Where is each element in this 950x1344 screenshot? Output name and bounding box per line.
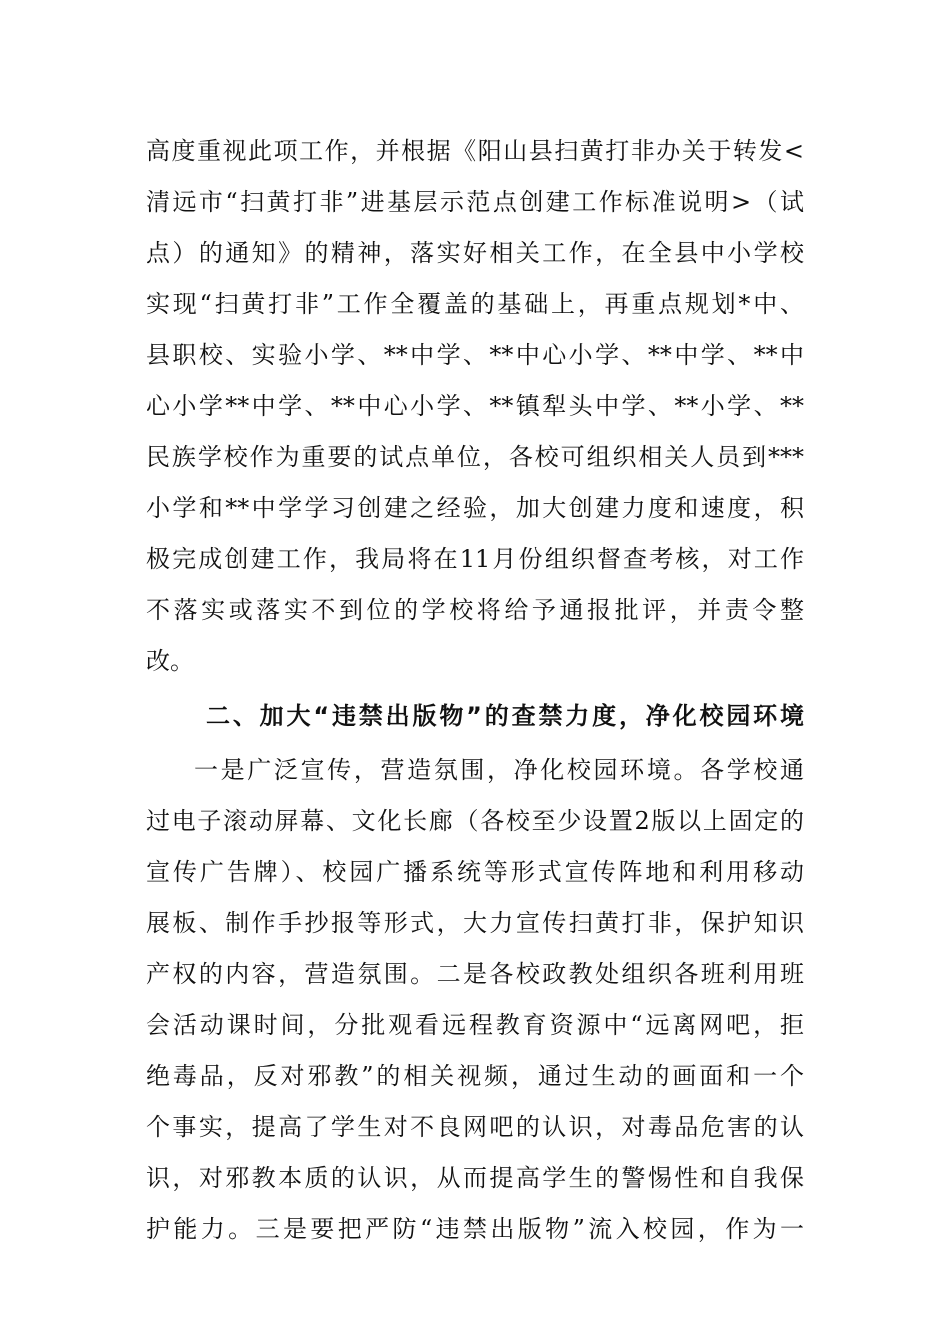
text-line: 绝毒品，反对邪教”的相关视频，通过生动的画面和一个 xyxy=(146,1062,804,1090)
paragraph-school-pilot-program xyxy=(146,126,804,687)
text-line: 清远市“扫黄打非”进基层示范点创建工作标准说明>（试 xyxy=(146,188,804,216)
text-line: 个事实，提高了学生对不良网吧的认识，对毒品危害的认 xyxy=(146,1113,804,1141)
text-line: 改。 xyxy=(146,647,194,675)
text-line: 不落实或落实不到位的学校将给予通报批评，并责令整 xyxy=(146,596,804,624)
section-heading: 二、加大“违禁出版物”的查禁力度，净化校园环境 xyxy=(206,702,804,730)
text-line: 展板、制作手抄报等形式，大力宣传扫黄打非，保护知识 xyxy=(146,909,804,937)
text-line: 宣传广告牌）、校园广播系统等形式宣传阵地和利用移动 xyxy=(146,858,804,886)
text-line: 心小学**中学、**中心小学、**镇犁头中学、**小学、** xyxy=(146,392,804,420)
text-line: 过电子滚动屏幕、文化长廊（各校至少设置2版以上固定的 xyxy=(146,807,804,835)
text-line: 小学和**中学学习创建之经验，加大创建力度和速度，积 xyxy=(146,494,804,522)
paragraph-publication-inspection xyxy=(146,745,804,1255)
text-line: 识，对邪教本质的认识，从而提高学生的警惕性和自我保 xyxy=(146,1164,804,1192)
text-line: 县职校、实验小学、**中学、**中心小学、**中学、**中 xyxy=(146,341,804,369)
text-line: 高度重视此项工作，并根据《阳山县扫黄打非办关于转发< xyxy=(146,137,804,165)
text-line: 会活动课时间，分批观看远程教育资源中“远离网吧，拒 xyxy=(146,1011,804,1039)
text-line: 护能力。三是要把严防“违禁出版物”流入校园，作为一 xyxy=(146,1215,804,1243)
document-body xyxy=(146,126,804,1255)
text-line: 民族学校作为重要的试点单位，各校可组织相关人员到*** xyxy=(146,443,804,471)
text-line: 点）的通知》的精神，落实好相关工作，在全县中小学校 xyxy=(146,239,804,267)
text-line: 极完成创建工作，我局将在11月份组织督查考核，对工作 xyxy=(146,545,804,573)
text-line: 实现“扫黄打非”工作全覆盖的基础上，再重点规划*中、 xyxy=(146,290,804,318)
text-line: 一是广泛宣传，营造氛围，净化校园环境。各学校通 xyxy=(194,756,804,784)
text-line: 产权的内容，营造氛围。二是各校政教处组织各班利用班 xyxy=(146,960,804,988)
